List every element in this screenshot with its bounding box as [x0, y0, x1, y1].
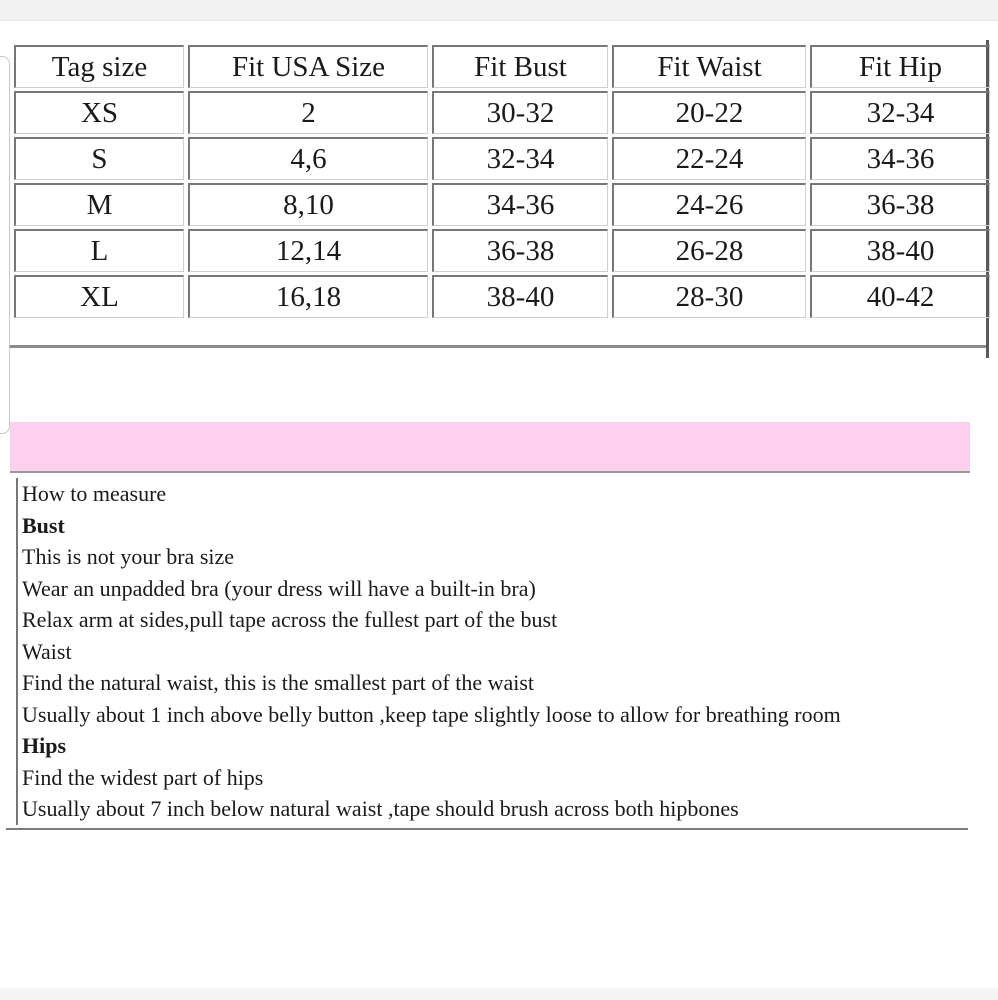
- bust-heading: Bust: [22, 512, 65, 538]
- cell-usa-size: 4,6: [188, 137, 428, 180]
- cell-waist: 20-22: [612, 91, 806, 134]
- cell-usa-size: 16,18: [188, 275, 428, 318]
- hips-instruction: Find the widest part of hips: [22, 764, 264, 790]
- bust-instruction: This is not your bra size: [22, 544, 235, 569]
- cell-tag-size: S: [14, 137, 184, 180]
- hips-instruction: Usually about 7 inch below natural waist ,tape should brush across both hipbones: [22, 796, 739, 821]
- cell-tag-size: XS: [14, 91, 184, 134]
- table-underline: [10, 345, 986, 348]
- bust-instruction: Wear an unpadded bra (your dress will have a built-in bra): [22, 575, 536, 601]
- top-strip: [0, 0, 998, 21]
- cell-bust: 36-38: [432, 229, 608, 272]
- bottom-strip: [0, 988, 998, 1000]
- cell-waist: 26-28: [612, 229, 806, 272]
- table-row: [14, 91, 990, 134]
- cell-hip: 34-36: [810, 137, 990, 180]
- waist-heading: Waist: [22, 638, 72, 664]
- how-to-measure-section: [16, 478, 976, 825]
- cell-usa-size: 12,14: [188, 229, 428, 272]
- cell-usa-size: 8,10: [188, 183, 428, 226]
- bottom-rule: [6, 828, 968, 830]
- waist-instruction: Find the natural waist, this is the smallest part of the waist: [22, 670, 535, 695]
- pink-divider-band: [10, 422, 970, 471]
- measure-heading: How to measure: [22, 481, 167, 506]
- header-fit-usa-size: Fit USA Size: [188, 45, 428, 88]
- cell-tag-size: M: [14, 183, 184, 226]
- cell-bust: 34-36: [432, 183, 608, 226]
- cell-waist: 24-26: [612, 183, 806, 226]
- cell-hip: 38-40: [810, 229, 990, 272]
- side-bracket: [0, 56, 10, 434]
- cell-hip: 40-42: [810, 275, 990, 318]
- table-row: [14, 183, 990, 226]
- cell-bust: 38-40: [432, 275, 608, 318]
- cell-waist: 22-24: [612, 137, 806, 180]
- header-fit-waist: Fit Waist: [612, 45, 806, 88]
- cell-bust: 32-34: [432, 137, 608, 180]
- header-fit-hip: Fit Hip: [810, 45, 990, 88]
- pink-band-underline: [10, 471, 970, 473]
- table-row: [14, 137, 990, 180]
- table-row: [14, 275, 990, 318]
- header-tag-size: Tag size: [14, 45, 184, 88]
- size-chart-table: [10, 42, 994, 321]
- cell-hip: 36-38: [810, 183, 990, 226]
- table-row: [14, 229, 990, 272]
- cell-tag-size: XL: [14, 275, 184, 318]
- bust-instruction: Relax arm at sides,pull tape across the fullest part of the bust: [22, 607, 558, 632]
- cell-tag-size: L: [14, 229, 184, 272]
- cell-bust: 30-32: [432, 91, 608, 134]
- cell-waist: 28-30: [612, 275, 806, 318]
- hips-heading: Hips: [22, 733, 67, 758]
- header-fit-bust: Fit Bust: [432, 45, 608, 88]
- cell-usa-size: 2: [188, 91, 428, 134]
- cell-hip: 32-34: [810, 91, 990, 134]
- waist-instruction: Usually about 1 inch above belly button ,keep tape slightly loose to allow for breathing room: [22, 701, 841, 727]
- table-header-row: [14, 45, 990, 88]
